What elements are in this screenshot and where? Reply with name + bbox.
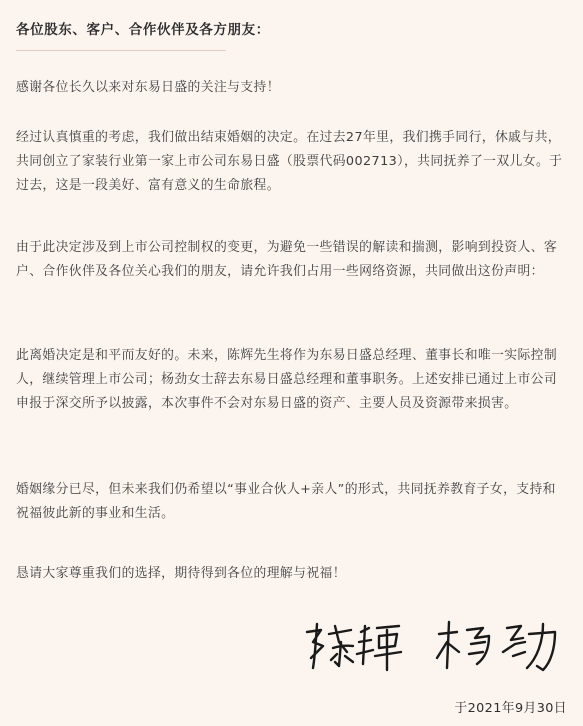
paragraph-request: 恳请大家尊重我们的选择，期待得到各位的理解与祝福！ [16,566,346,581]
paragraph-decision: 经过认真慎重的考虑，我们做出结束婚姻的决定。在过去27年里，我们携手同行，休戚与共，共同创立了家装行业第一家上市公司东易日盛（股票代码002713），共同抚养了一双儿女。于过去，这是一段美好、富有意义的生命旅程。 [16,130,563,193]
paragraph-future: 婚姻缘分已尽，但未来我们仍希望以“事业合伙人+亲人”的形式，共同抚养教育子女，支持和祝福彼此新的事业和生活。 [16,482,556,521]
greeting-divider [16,50,226,51]
paragraph-thanks: 感谢各位长久以来对东易日盛的关注与支持！ [16,80,280,95]
paragraph-reason: 由于此决定涉及到上市公司控制权的变更，为避免一些错误的解读和揣测，影响到投资人、客户、合作伙伴及各位关心我们的朋友，请允许我们占用一些网络资源，共同做出这份声明： [16,240,558,279]
handwritten-signature [299,612,569,674]
letter-date: 于2021年9月30日 [454,701,567,716]
paragraph-arrangement: 此离婚决定是和平而友好的。未来，陈辉先生将作为东易日盛总经理、董事长和唯一实际控制人，继续管理上市公司；杨劲女士辞去东易日盛总经理和董事职务。上述安排已通过上市公司申报于深交所予以披露，本次事件不会对东易日盛的资产、主要人员及资源带来损害。 [16,348,558,411]
letter-greeting: 各位股东、客户、合作伙伴及各方朋友： [16,22,270,38]
